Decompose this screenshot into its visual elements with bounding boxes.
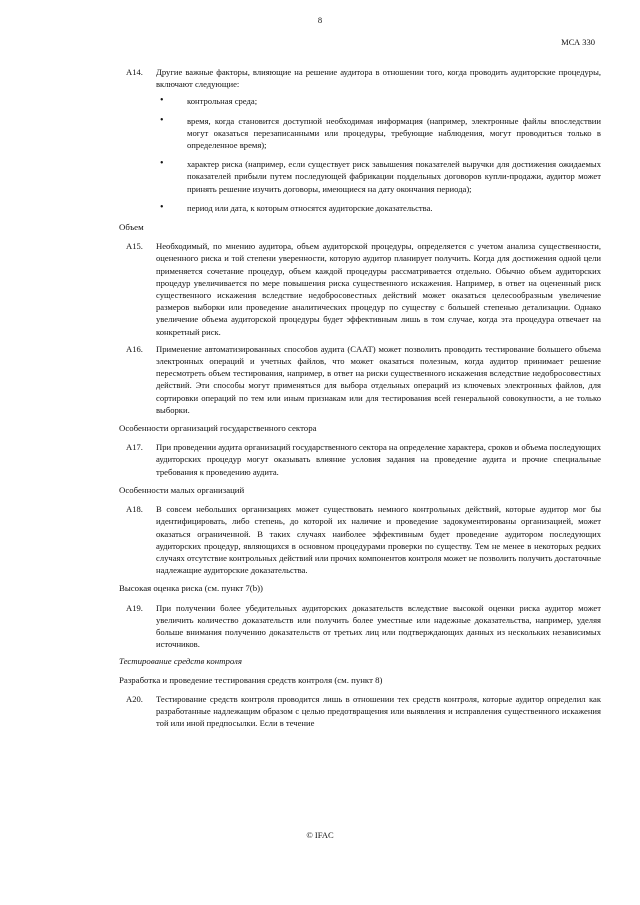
bullet-icon: • (160, 114, 164, 126)
page-content (119, 66, 601, 734)
paragraph-a15 (119, 240, 601, 338)
bullet-icon: • (160, 158, 164, 170)
bullet-item (119, 95, 601, 107)
paragraph-text: Применение автоматизированных способов аудита (CAAT) может позволить проводить тестирование большего объема электронных операций и учетных файлов, что может оказаться полезным, когда аудитор принимает решение пересмотреть объем тестирования, например, в ответ на риски существенного искажения вследствие недобросовестных действий. Эти способы могут применяться для выбора отдельных операций из ключевых электронных файлов, для сортировки операций по тем или иным признакам или для тестирования всей генеральной совокупности, а не только выборки. (156, 343, 601, 415)
section-heading-design-testing: Разработка и проведение тестирования средств контроля (см. пункт 8) (119, 674, 383, 685)
paragraph-number: A16. (126, 343, 143, 354)
paragraph-text: Тестирование средств контроля проводится лишь в отношении тех средств контроля, которые аудитор определил как разработанные надлежащим образом с целью предотвращения или выявления и исправления существенного искажения той или иной предпосылки. Если в течение (156, 693, 601, 729)
bullet-icon: • (160, 201, 164, 213)
paragraph-text: При проведении аудита организаций государственного сектора на определение характера, сроков и объема последующих аудиторских процедур могут оказывать влияние условия задания на проведение аудита и прочие специальные требования к проведению аудита. (156, 442, 601, 477)
bullet-item (119, 115, 601, 152)
standard-code: МСА 330 (561, 37, 595, 47)
paragraph-number: A17. (126, 442, 143, 453)
paragraph-number: A15. (126, 241, 143, 252)
paragraph-number: A14. (126, 67, 143, 77)
paragraph-text: Необходимый, по мнению аудитора, объем аудиторской процедуры, определяется с учетом анализа существенности, оцененного риска и той степени уверенности, которую аудитор планирует получить. Когда для достижения одной цели применяется сочетание процедур, объем каждой процедуры рассматривается отдельно. Обычно объем аудиторских процедур увеличивается по мере повышения риска существенного искажения. Например, в ответ на оцененный риск существенного искажения вследствие недобросовестных действий может оказаться целесообразным увеличение размеров выборки или проведение аналитических процедур по существу с большей степенью детализации. Однако увеличение объема аудиторской процедуры будет эффективным лишь в том случае, когда эта процедура отвечает на конкретный риск. (156, 241, 601, 337)
section-heading-controls-testing: Тестирование средств контроля (119, 656, 242, 667)
paragraph-a17 (119, 441, 601, 478)
paragraph-a20 (119, 693, 601, 730)
footer-copyright: © IFAC (306, 830, 334, 840)
paragraph-number: A19. (126, 602, 143, 613)
section-heading-public-sector: Особенности организаций государственного сектора (119, 423, 317, 434)
bullet-text: время, когда становится доступной необходимая информация (например, электронные файлы впоследствии могут оказаться перезаписанными или процедуры, требующие наблюдения, могут проводиться только в определенное время); (187, 115, 601, 151)
bullet-item (119, 158, 601, 195)
paragraph-a16 (119, 343, 601, 416)
bullet-text: контрольная среда; (187, 96, 258, 107)
paragraph-number: A20. (126, 693, 143, 704)
paragraph-text: В совсем небольших организациях может существовать немного контрольных действий, которые аудитор мог бы идентифицировать, либо степень, до которой их наличие и проведение задокументированы организацией, может оказаться ограниченной. В таких случаях наиболее эффективным будет проведение аудитором последующих аудиторских процедур, являющихся в основном процедурами проверки по существу. Тем не менее в некоторых редких случаях отсутствие контрольных действий или прочих компонентов контроля может не позволить получить достаточные надлежащие аудиторские доказательства. (156, 504, 601, 576)
paragraph-a14 (119, 66, 601, 90)
paragraph-text: Другие важные факторы, влияющие на решение аудитора в отношении того, когда проводить аудиторские процедуры, включают следующие: (156, 67, 601, 90)
page-number: 8 (317, 15, 323, 25)
bullet-item (119, 202, 601, 214)
bullet-text: период или дата, к которым относятся аудиторские доказательства. (187, 202, 433, 213)
bullet-text: характер риска (например, если существует риск завышения показателей выручки для достижения ожидаемых показателей прибыли путем последующей фабрикации поддельных договоров купли-продажи, аудитор может принять решение изучить договоры, имеющиеся на дату окончания периода); (187, 159, 601, 194)
section-heading-high-risk: Высокая оценка риска (см. пункт 7(b)) (119, 583, 263, 594)
paragraph-number: A18. (126, 504, 143, 515)
section-heading-volume: Объем (119, 222, 144, 233)
section-heading-small-entities: Особенности малых организаций (119, 484, 245, 495)
paragraph-text: При получении более убедительных аудиторских доказательств вследствие высокой оценки риска аудитор может увеличить количество доказательств или получить более уместные или надежные доказательства, например, уделяя больше внимания получению доказательств от третьих лиц или подтверждающих данных из нескольких независимых источников. (156, 602, 601, 650)
paragraph-a18 (119, 503, 601, 576)
paragraph-a19 (119, 602, 601, 651)
bullet-icon: • (160, 95, 164, 107)
